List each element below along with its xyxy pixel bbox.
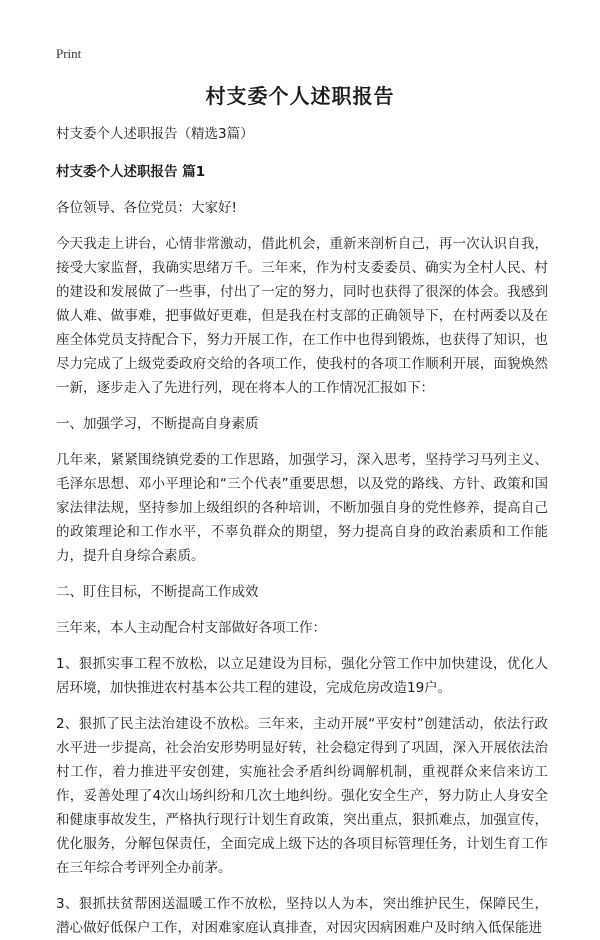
document-subtitle: 村支委个人述职报告（精选3篇）	[56, 126, 254, 142]
list-item-3: 3、狠抓扶贫帮困送温暖工作不放松，坚持以人为本，突出维护民生，保障民生，潜心做好低保户工作，对困难家庭认真排查，对因灾因病困难户及时纳入低保能进	[56, 896, 548, 936]
paragraph-study: 几年来，紧紧围绕镇党委的工作思路，加强学习，深入思考，坚持学习马列主义、毛泽东思想、邓小平理论和“三个代表”重要思想，以及党的路线、方针、政策和国家法律法规，坚持参加上级组织的各种培训，不断加强自身的党性修养，提高自己的政策理论和工作水平，不辜负群众的期望，努力提高自身的政治素质和工作能力，提升自身综合素质。	[56, 452, 548, 564]
paragraph-intro: 今天我走上讲台，心情非常激动，借此机会，重新来剖析自己，再一次认识自我，接受大家监督，我确实思绪万千。三年来，作为村支委委员、确实为全村人民、村的建设和发展做了一些事，付出了一定的努力，同时也获得了很深的体会。我感到做人难、做事难，把事做好更难，但是我在村支部的正确领导下，在村两委以及在座全体党员支持配合下，努力开展工作，在工作中也得到锻炼，也获得了知识，也尽力完成了上级党委政府交给的各项工作，使我村的各项工作顺利开展，面貌焕然一新，逐步走入了先进行列，现在将本人的工作情况汇报如下：	[56, 236, 548, 396]
greeting: 各位领导、各位党员：大家好!	[56, 200, 237, 216]
document-title: 村支委个人述职报告	[205, 84, 395, 108]
print-label[interactable]: Print	[56, 46, 82, 61]
list-item-1: 1、狠抓实事工程不放松，以立足建设为目标，强化分管工作中加快建设，优化人居环境，加快推进农村基本公共工程的建设，完成危房改造19户。	[56, 656, 548, 696]
section-title: 村支委个人述职报告 篇1	[56, 164, 206, 180]
paragraph-cooperate: 三年来，本人主动配合村支部做好各项工作：	[56, 620, 326, 636]
list-item-2: 2、狠抓了民主法治建设不放松。三年来，主动开展“平安村”创建活动，依法行政水平进一步提高，社会治安形势明显好转，社会稳定得到了巩固，深入开展依法治村工作，着力推进平安创建，实施社会矛盾纠纷调解机制，重视群众来信来访工作，妥善处理了4次山场纠纷和几次土地纠纷。强化安全生产，努力防止人身安全和健康事故发生，严格执行现行计划生育政策，突出重点，狠抓难点，加强宣传，优化服务，分解包保责任，全面完成上级下达的各项目标管理任务，计划生育工作在三年综合考评列全办前茅。	[56, 716, 548, 876]
document-body	[56, 122, 548, 940]
heading-goals: 二、盯住目标，不断提高工作成效	[56, 584, 259, 600]
heading-study: 一、加强学习，不断提高自身素质	[56, 416, 259, 432]
